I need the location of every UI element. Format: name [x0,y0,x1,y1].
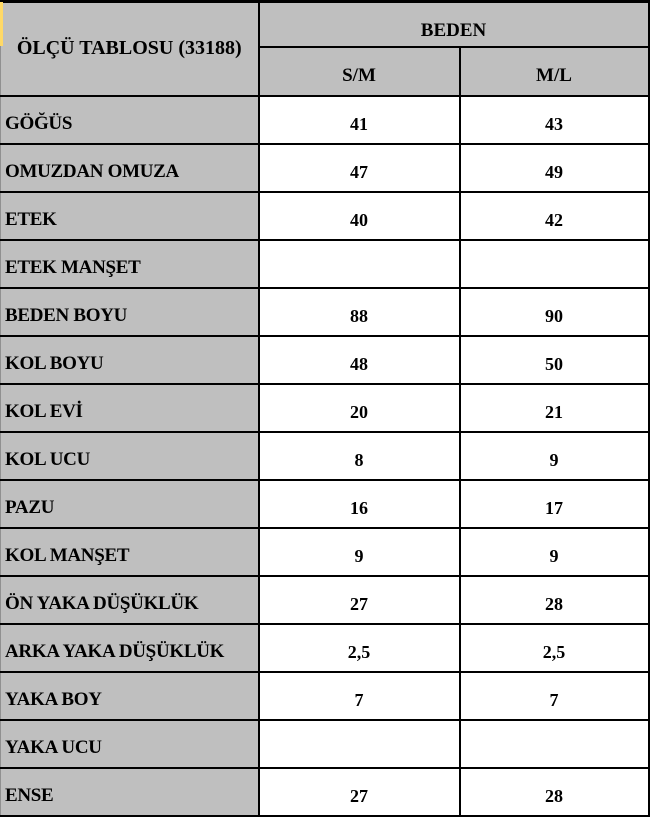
measurement-label: YAKA UCU [1,720,259,768]
value-ml: 9 [460,432,649,480]
value-sm: 41 [259,96,460,144]
value-ml: 49 [460,144,649,192]
table-row [1,192,649,240]
value-sm: 27 [259,576,460,624]
selection-edge-highlight [0,2,3,46]
value-sm: 2,5 [259,624,460,672]
value-ml [460,720,649,768]
table-title: ÖLÇÜ TABLOSU (33188) [1,2,259,96]
value-sm: 9 [259,528,460,576]
value-sm [259,240,460,288]
measurement-label: OMUZDAN OMUZA [1,144,259,192]
value-sm: 7 [259,672,460,720]
table-row [1,672,649,720]
value-ml: 43 [460,96,649,144]
group-header-beden: BEDEN [259,2,649,47]
table-row [1,720,649,768]
table-row [1,528,649,576]
table-row [1,288,649,336]
value-sm: 48 [259,336,460,384]
table-row [1,432,649,480]
table-row [1,96,649,144]
measurement-label: PAZU [1,480,259,528]
value-sm: 27 [259,768,460,816]
value-ml: 90 [460,288,649,336]
measurement-label: ENSE [1,768,259,816]
value-sm: 88 [259,288,460,336]
column-header-sm: S/M [259,47,460,96]
value-ml: 9 [460,528,649,576]
measurement-label: KOL MANŞET [1,528,259,576]
table-row [1,480,649,528]
value-ml: 50 [460,336,649,384]
measurement-label: KOL UCU [1,432,259,480]
table-row [1,624,649,672]
value-ml: 2,5 [460,624,649,672]
header-row-group [1,2,649,47]
value-ml: 17 [460,480,649,528]
value-sm: 16 [259,480,460,528]
table-row [1,384,649,432]
column-header-ml: M/L [460,47,649,96]
measurement-label: BEDEN BOYU [1,288,259,336]
table-row [1,144,649,192]
value-sm [259,720,460,768]
value-ml: 28 [460,768,649,816]
value-sm: 8 [259,432,460,480]
value-sm: 40 [259,192,460,240]
measurement-label: KOL EVİ [1,384,259,432]
measurement-label: KOL BOYU [1,336,259,384]
value-sm: 20 [259,384,460,432]
table-row [1,336,649,384]
table-row [1,576,649,624]
value-ml: 28 [460,576,649,624]
measurement-label: GÖĞÜS [1,96,259,144]
measurement-label: ÖN YAKA DÜŞÜKLÜK [1,576,259,624]
value-ml: 42 [460,192,649,240]
value-sm: 47 [259,144,460,192]
value-ml [460,240,649,288]
value-ml: 7 [460,672,649,720]
table-row [1,240,649,288]
measurement-label: ETEK MANŞET [1,240,259,288]
table-row [1,768,649,816]
measurement-label: YAKA BOY [1,672,259,720]
value-ml: 21 [460,384,649,432]
measurement-label: ETEK [1,192,259,240]
measurement-label: ARKA YAKA DÜŞÜKLÜK [1,624,259,672]
